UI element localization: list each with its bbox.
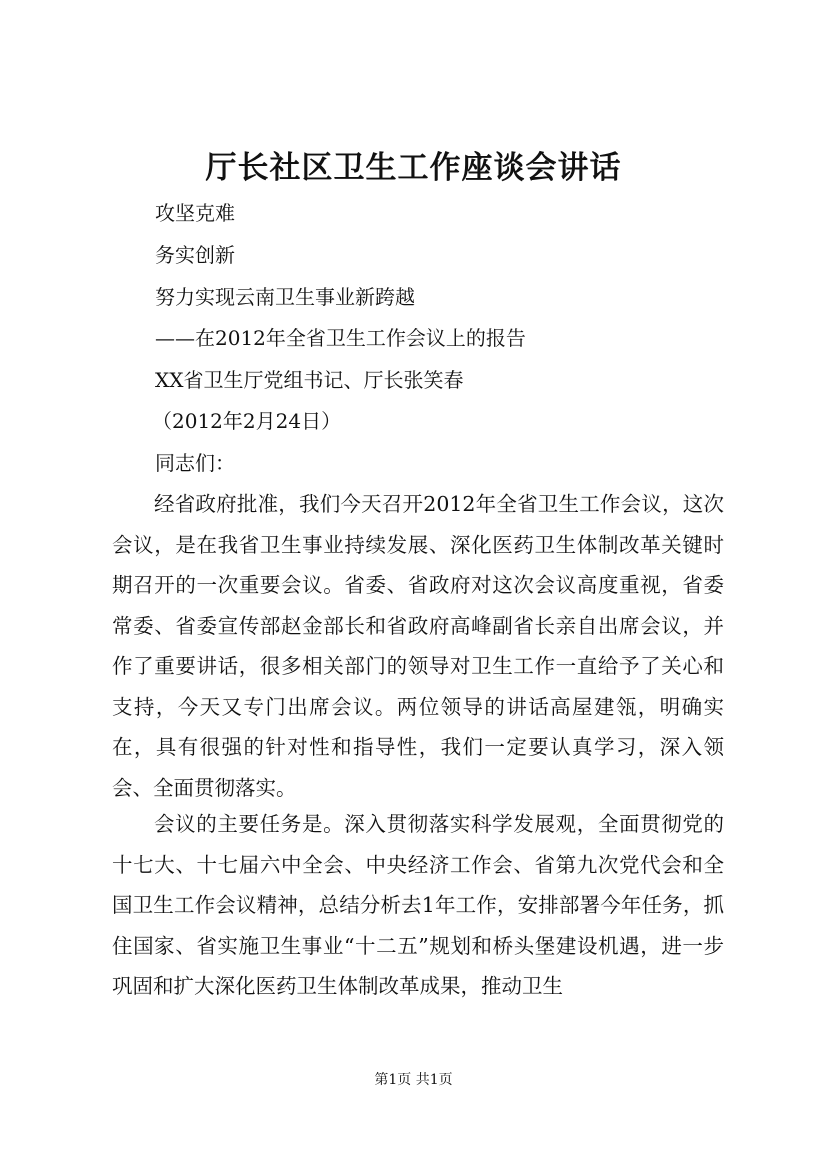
subtitle-line-2: 务实创新: [155, 243, 235, 267]
salutation-line: 同志们：: [155, 451, 235, 475]
body-paragraph-1: 经省政府批准，我们今天召开2012年全省卫生工作会议，这次会议，是在我省卫生事业持续发展、深化医药卫生体制改革关键时期召开的一次重要会议。省委、省政府对这次会议高度重视，省委常委、省委宣传部赵金部长和省政府高峰副省长亲自出席会议，并作了重要讲话，很多相关部门的领导对卫生工作一直给予了关心和支持，今天又专门出席会议。两位领导的讲话高屋建瓴，明确实在，具有很强的针对性和指导性，我们一定要认真学习，深入领会、全面贯彻落实。: [112, 492, 724, 800]
document-title: 厅长社区卫生工作座谈会讲话: [205, 150, 622, 186]
subtitle-line-3: 努力实现云南卫生事业新跨越: [155, 285, 415, 309]
body-paragraph-2: 会议的主要任务是。深入贯彻落实科学发展观，全面贯彻党的十七大、十七届六中全会、中央经济工作会、省第九次党代会和全国卫生工作会议精神，总结分析去1年工作，安排部署今年任务，抓住国家、省实施卫生事业“十二五”规划和桥头堡建设机遇，进一步巩固和扩大深化医药卫生体制改革成果，推动卫生: [112, 812, 724, 998]
page-footer: 第1页 共1页: [374, 1072, 453, 1088]
subtitle-line-1: 攻坚克难: [155, 201, 235, 225]
report-occasion-line: ——在2012年全省卫生工作会议上的报告: [155, 326, 526, 350]
date-line: （2012年2月24日）: [152, 409, 342, 433]
author-line: XX省卫生厅党组书记、厅长张笑春: [155, 368, 464, 392]
